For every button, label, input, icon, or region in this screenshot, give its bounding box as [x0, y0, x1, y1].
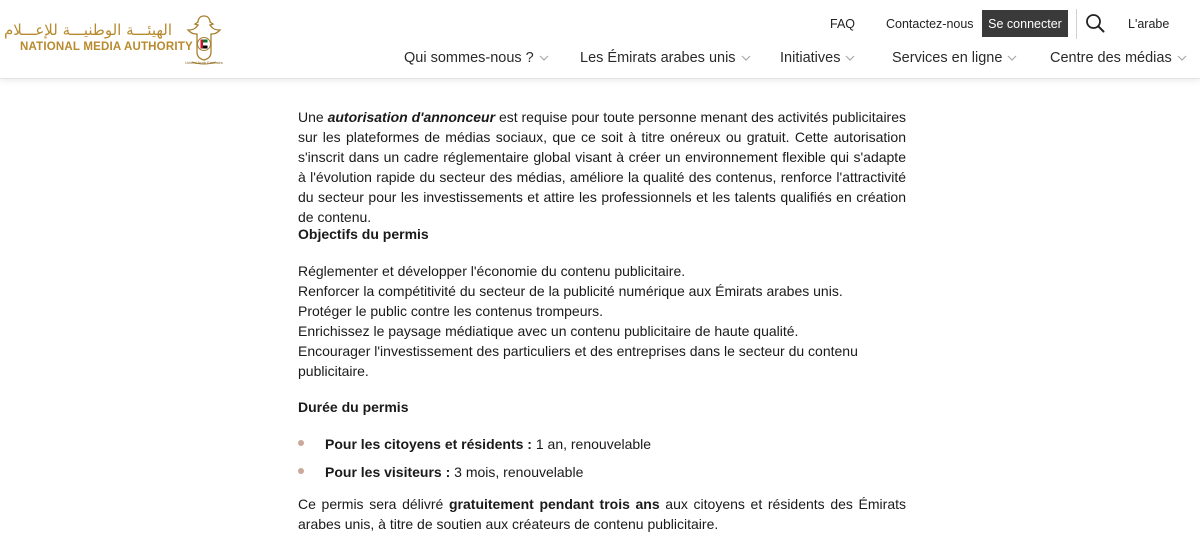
emblem-caption: United Arab Emirates: [185, 60, 223, 65]
duration-label: Pour les visiteurs :: [325, 464, 451, 480]
nav-label: Initiatives: [780, 50, 841, 66]
logo-arabic-text: الهيئـــة الوطنيـــة للإعـــلام: [3, 21, 172, 39]
objective-item: Encourager l'investissement des particuliers et des entreprises dans le secteur du contenu publicitaire.: [298, 343, 858, 379]
objectives-list: [298, 261, 906, 381]
list-item: [298, 458, 906, 486]
closing-text: aux citoyens et résidents des Émirats arabes unis, à titre de soutien aux créateurs de contenu publicitaire.: [298, 496, 907, 532]
nav-label: Services en ligne: [892, 50, 1003, 66]
closing-paragraph: [298, 494, 906, 534]
contact-link[interactable]: Contactez-nous: [886, 17, 974, 31]
nav-initiatives[interactable]: [780, 47, 855, 69]
closing-text: Ce permis sera délivré: [298, 496, 449, 512]
site-header: [0, 0, 1200, 79]
nav-about[interactable]: [404, 47, 549, 69]
divider: [1076, 9, 1077, 39]
bullet-icon: [298, 468, 304, 474]
intro-text: Une: [298, 109, 328, 125]
intro-text: est requise pour toute personne menant des activités publicitaires sur les plateformes de médias sociaux, que ce soit à titre onéreux ou gratuit. Cette autorisation s'inscrit dans un cadre réglementaire global visant à créer un environnement flexible qui s'adapte à l'évolution rapide du secteur des médias, améliore la qualité des contenus, renforce l'attractivité du secteur pour les investissements et attire les professionnels et les talents qualifiés en création de contenu.: [298, 109, 906, 225]
main-content: [298, 107, 906, 534]
duration-value: 3 mois, renouvelable: [450, 464, 584, 480]
duration-heading: Durée du permis: [298, 399, 409, 415]
chevron-down-icon: [845, 53, 855, 63]
chevron-down-icon: [1007, 53, 1017, 63]
objective-item: Réglementer et développer l'économie du contenu publicitaire.: [298, 263, 686, 279]
duration-list: [298, 430, 906, 486]
duration-label: Pour les citoyens et résidents :: [325, 436, 532, 452]
login-button[interactable]: Se connecter: [982, 10, 1068, 37]
intro-paragraph: [298, 107, 906, 225]
nav-online-services[interactable]: [892, 47, 1017, 69]
duration-value: 1 an, renouvelable: [531, 436, 652, 452]
logo-english-text: NATIONAL MEDIA AUTHORITY: [20, 41, 193, 53]
chevron-down-icon: [1177, 53, 1187, 63]
logo[interactable]: [3, 21, 193, 54]
objective-item: Renforcer la compétitivité du secteur de la publicité numérique aux Émirats arabes unis.: [298, 283, 843, 299]
closing-emphasis: gratuitement pendant trois ans: [449, 496, 660, 512]
chevron-down-icon: [539, 53, 549, 63]
bullet-icon: [298, 440, 304, 446]
nav-label: Centre des médias: [1050, 50, 1172, 66]
objective-item: Enrichissez le paysage médiatique avec un contenu publicitaire de haute qualité.: [298, 323, 799, 339]
nav-label: Les Émirats arabes unis: [580, 50, 736, 66]
nav-media-center[interactable]: [1050, 47, 1187, 69]
chevron-down-icon: [741, 53, 751, 63]
search-icon[interactable]: [1085, 13, 1105, 33]
list-item: [298, 430, 906, 458]
objective-item: Protéger le public contre les contenus trompeurs.: [298, 303, 604, 319]
objectives-heading: Objectifs du permis: [298, 226, 429, 242]
language-switch-link[interactable]: L'arabe: [1128, 17, 1170, 31]
nav-label: Qui sommes-nous ?: [404, 50, 534, 66]
intro-emphasis: autorisation d'annonceur: [327, 109, 496, 125]
faq-link[interactable]: FAQ: [830, 17, 856, 31]
nav-uae[interactable]: [580, 47, 751, 69]
